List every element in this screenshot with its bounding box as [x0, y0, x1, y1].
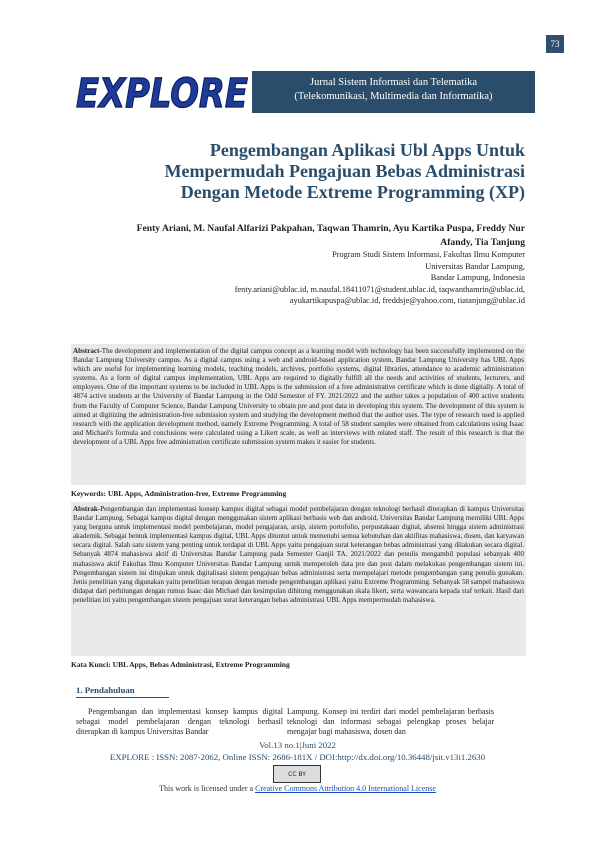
section-underline: [76, 697, 169, 698]
cc-license-icon[interactable]: [273, 765, 321, 783]
journal-name-banner: [252, 71, 535, 113]
keywords: Keywords: UBL Apps, Administration-free, Extreme Programming: [71, 489, 287, 498]
author-list: [70, 222, 525, 250]
license-statement: [0, 784, 595, 793]
section-heading-introduction: 1. Pendahuluan: [76, 685, 135, 695]
body-column-left: Pengembangan dan implementasi konsep kampus digital sebagai model pembelajaran dengan teknologi berhasil diterapkan di kampus Universitas Bandar: [76, 707, 283, 736]
journal-subtitle: (Telekomunikasi, Multimedia dan Informatika): [294, 91, 493, 102]
title-line-3: Dengan Metode Extreme Programming (XP): [180, 182, 525, 202]
explore-logo: [74, 70, 252, 117]
abstrak-text: Pengembangan dan implementasi konsep kampus digital sebagai model pembelajaran dengan teknologi berhasil diterapkan di kampus Universitas Bandar Lampung. Sebagai kampus digital dengan menggunakan sistem aplikasi berbasis web dan android, Universitas Bandar Lampung memiliki UBL Apps yang berguna untuk implementasi model pembelajaran, model pengajaran, arsip, sistem portofolio, perpustakaan digital, absensi hingga sistem administrasi akademik. Sebagai bentuk implementasi kampus digital, UBL Apps dituntut untuk memenuhi semua kebutuhan dan aktifitas mahasiswa, dosen, dan karyawan secara digital. Salah satu sistem yang penting untuk terdapat di UBL Apps yaitu pengajuan surat keterangan bebas administrasi yang dilakukan secara digital. Sebanyak 4874 mahasiswa aktif di Universitas Bandar Lampung pada Semester Ganjil TA. 2021/2022 dan penulis mengambil populasi sebanyak 400 mahasiswa aktif Fakultas Ilmu Komputer Universitas Bandar Lampung untuk memperoleh data pre dan post dalam melakukan pengembangan sistem ini. Pengembangan sistem ini ditujukan untuk digitalisasi sistem pengajuan bebas administrasi serta mempelajari metode pengembangan yang penulis gunakan. Jenis penelitian yang digunakan yaitu penelitian terapan dengan metode pengembangan aplikasi yaitu Extreme Programming. Sebanyak 58 sampel mahasiswa didapat dari perhitungan dengan rumus Isaac dan Michael dan kesimpulan dihitung menggunakan skala likert, serta wawancara kepada staf terkait. Hasil dari penelitian ini yaitu pengembangan sistem pengajuan surat keterangan bebas administrasi UBL Apps mempermudah mahasiswa.: [73, 505, 524, 604]
journal-name: Jurnal Sistem Informasi dan Telematika: [309, 77, 478, 88]
title-line-1: Pengembangan Aplikasi Ubl Apps Untuk: [209, 140, 525, 160]
license-link[interactable]: Creative Commons Attribution 4.0 International License: [255, 784, 436, 793]
license-prefix: This work is licensed under a: [159, 784, 256, 793]
authors-line-1: Fenty Ariani, M. Naufal Alfarizi Pakpahan, Taqwan Thamrin, Ayu Kartika Puspa, Freddy Nur: [136, 223, 525, 234]
cc-badge-text: CC BY: [288, 770, 306, 778]
author-emails-2: ayukartikapuspa@ublac.id, freddsje@yahoo.com, tiatanjung@ublac.id: [289, 296, 525, 305]
title-line-2: Mempermudah Pengajuan Bebas Administrasi: [164, 161, 525, 181]
issn-doi-line: EXPLORE : ISSN: 2087-2062, Online ISSN: 2686-181X / DOI:http://dx.doi.org/10.36448/jsit.v13i1.2630: [109, 752, 486, 762]
paper-title: [100, 140, 525, 203]
body-column-right: Lampung. Konsep ini terdiri dari model pembelajaran berbasis teknologi dan informasi sebagai pelengkap proses belajar mengajar bagi mahasiswa, dosen dan: [287, 707, 494, 736]
page-number: 73: [546, 35, 564, 53]
abstract-text: The development and implementation of the digital campus concept as a learning model with technology has been successfully implemented on the Bandar Lampung University campus. As a digital campus using a web and android-based application system, Bandar Lampung University has UBL Apps which are useful for implementing learning models, teaching models, archives, portfolio systems, digital libraries, attendance to academic administration systems. As a form of digital campus implementation, UBL Apps are required to digitally fulfill all the needs and activities of students, lecturers, and employees. One of the important systems to be included in UBL Apps is the submission of a free administrative certificate which is done digitally. A total of 4874 active students at the University of Bandar Lampung in the Odd Semester of FY. 2021/2022 and the author takes a population of 400 active students from the Faculty of Computer Science, Bandar Lampung University to obtain pre and post data in developing this system. The development of this system is aimed at digitizing the administration-free submission system and studying the development method that the author uses. The type of research used is applied research with the application development method, namely Extreme Programming. A total of 58 student samples were obtained from calculations using Isaac and Michael's formula and conclusions were calculated using a Likert scale, as well as interviews with related staff. The result of this research is that the development of a UBL Apps free administration certificate submission system makes it easier for students.: [73, 347, 524, 446]
affiliation-city: Bandar Lampung, Indonesia: [430, 273, 525, 282]
volume-info: Vol.13 no.1|Juni 2022: [259, 740, 336, 750]
abstract-indonesian: [71, 502, 526, 656]
authors-line-2: Afandy, Tia Tanjung: [440, 237, 525, 248]
abstract-label: Abstract-: [73, 347, 102, 355]
kata-kunci: Kata Kunci: UBL Apps, Bebas Administrasi, Extreme Programming: [71, 660, 290, 669]
abstract-english: [71, 344, 526, 485]
abstrak-label: Abstrak-: [73, 505, 101, 513]
affiliation-university: Universitas Bandar Lampung,: [425, 261, 525, 271]
author-emails-1: fenty.ariani@ublac.id, m.naufal.18411071@student.ublac.id, taqwanthamrin@ublac.id,: [234, 284, 525, 294]
svg-text:EXPLORE: EXPLORE: [76, 71, 248, 117]
affiliation-program: Program Studi Sistem Informasi, Fakultas Ilmu Komputer: [332, 250, 525, 259]
affiliation-block: [150, 249, 525, 307]
